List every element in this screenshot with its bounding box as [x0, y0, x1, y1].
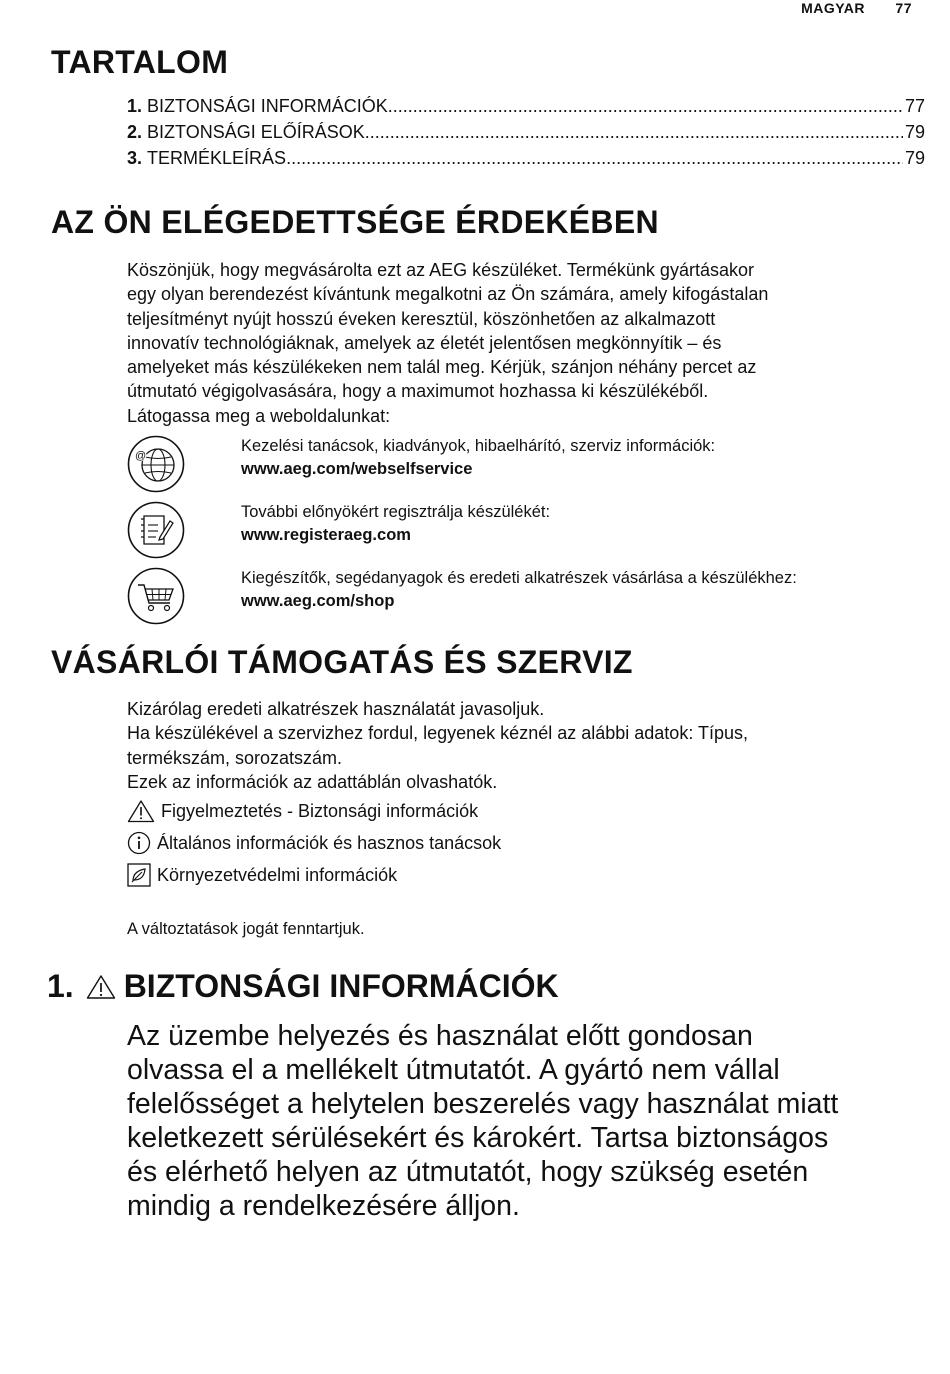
legend-environment	[127, 862, 397, 888]
section-heading	[47, 968, 559, 1005]
toc-entry-page: 79	[904, 148, 925, 168]
table-of-contents	[127, 96, 925, 174]
language-label: MAGYAR	[801, 0, 866, 16]
text-line: egy olyan berendezést kívántunk megalkotni az Ön számára, amely kifogástalan	[127, 284, 769, 305]
text-line: útmutató végigolvasására, hogy a maximumot hozhassa ki készülékéből.	[127, 381, 709, 402]
text-line: amelyeket más készülékeken nem talál meg. Kérjük, szánjon néhány percet az	[127, 357, 757, 378]
toc-leader-dots	[388, 96, 903, 117]
satisfaction-text	[127, 258, 907, 428]
service-description: Kiegészítők, segédanyagok és eredeti alkatrészek vásárlása a készülékhez:	[241, 569, 797, 587]
support-title: VÁSÁRLÓI TÁMOGATÁS ÉS SZERVIZ	[51, 644, 633, 680]
warning-icon	[86, 974, 116, 1000]
text-line: felelősséget a helytelen beszerelés vagy használat miatt	[127, 1088, 839, 1120]
service-description: Kezelési tanácsok, kiadványok, hibaelhárító, szerviz információk:	[241, 437, 716, 455]
toc-entry[interactable]	[127, 122, 925, 148]
toc-title: TARTALOM	[51, 44, 229, 80]
register-icon	[127, 501, 185, 559]
service-shop	[127, 567, 917, 627]
toc-entry-page: 79	[904, 122, 925, 142]
page-number: 77	[895, 0, 912, 16]
text-line: termékszám, sorozatszám.	[127, 747, 343, 768]
toc-entry-label: TERMÉKLEÍRÁS	[147, 148, 287, 168]
text-line: Kizárólag eredeti alkatrészek használatát javasoljuk.	[127, 699, 545, 719]
toc-entry[interactable]	[127, 96, 925, 122]
toc-entry-number: 1.	[127, 96, 143, 116]
text-line: olvassa el a mellékelt útmutatót. A gyártó nem vállal	[127, 1054, 780, 1086]
satisfaction-title: AZ ÖN ELÉGEDETTSÉGE ÉRDEKÉBEN	[51, 204, 659, 240]
service-description: További előnyökért regisztrálja készülékét:	[241, 503, 551, 521]
text-line: innovatív technológiáknak, amelyek az életét jelentősen megkönnyítik – és	[127, 332, 722, 353]
text-line: Köszönjük, hogy megvásárolta ezt az AEG készüléket. Termékünk gyártásakor	[127, 260, 754, 280]
legend-text: Figyelmeztetés - Biztonsági információk	[161, 800, 479, 821]
rights-notice: A változtatások jogát fenntartjuk.	[127, 920, 365, 938]
legend-info	[127, 830, 501, 856]
info-icon	[127, 831, 151, 855]
service-register	[127, 501, 917, 561]
service-link[interactable]: www.registeraeg.com	[241, 525, 411, 544]
toc-entry-label: BIZTONSÁGI INFORMÁCIÓK	[147, 96, 388, 116]
text-line: Látogassa meg a weboldalunkat:	[127, 405, 391, 426]
text-line: mindig a rendelkezésére álljon.	[127, 1190, 520, 1222]
section-title: BIZTONSÁGI INFORMÁCIÓK	[123, 968, 559, 1004]
legend-warning	[127, 798, 478, 824]
section-number: 1.	[47, 968, 74, 1004]
legend-text: Környezetvédelmi információk	[157, 864, 398, 885]
text-line: keletkezett sérülésekért és károkért. Tartsa biztonságos	[127, 1122, 829, 1154]
section-intro	[127, 1019, 927, 1223]
globe-icon	[127, 435, 185, 493]
text-line: teljesítményt nyújt hosszú éveken keresztül, köszönhetően az alkalmazott	[127, 308, 716, 329]
text-line: és elérhető helyen az útmutatót, hogy szükség esetén	[127, 1156, 809, 1188]
toc-entry-number: 2.	[127, 122, 143, 142]
legend-text: Általános információk és hasznos tanácsok	[157, 832, 502, 853]
service-link[interactable]: www.aeg.com/webselfservice	[241, 459, 473, 478]
warning-icon	[127, 799, 155, 823]
support-text	[127, 697, 907, 794]
toc-entry[interactable]	[127, 148, 925, 174]
toc-leader-dots	[286, 148, 903, 169]
toc-entry-label: BIZTONSÁGI ELŐÍRÁSOK	[147, 122, 365, 142]
svg-text:@: @	[135, 450, 147, 462]
text-line: Ha készülékével a szervizhez fordul, legyenek kéznél az alábbi adatok: Típus,	[127, 723, 749, 744]
shopping-cart-icon	[127, 567, 185, 625]
leaf-icon	[127, 863, 151, 887]
text-line: Ezek az információk az adattáblán olvashatók.	[127, 771, 498, 792]
toc-entry-number: 3.	[127, 148, 143, 168]
toc-leader-dots	[365, 122, 903, 143]
service-link[interactable]: www.aeg.com/shop	[241, 591, 395, 610]
service-webselfservice	[127, 435, 917, 495]
text-line: Az üzembe helyezés és használat előtt gondosan	[127, 1020, 753, 1052]
toc-entry-page: 77	[904, 96, 925, 116]
page-header	[801, 0, 912, 16]
